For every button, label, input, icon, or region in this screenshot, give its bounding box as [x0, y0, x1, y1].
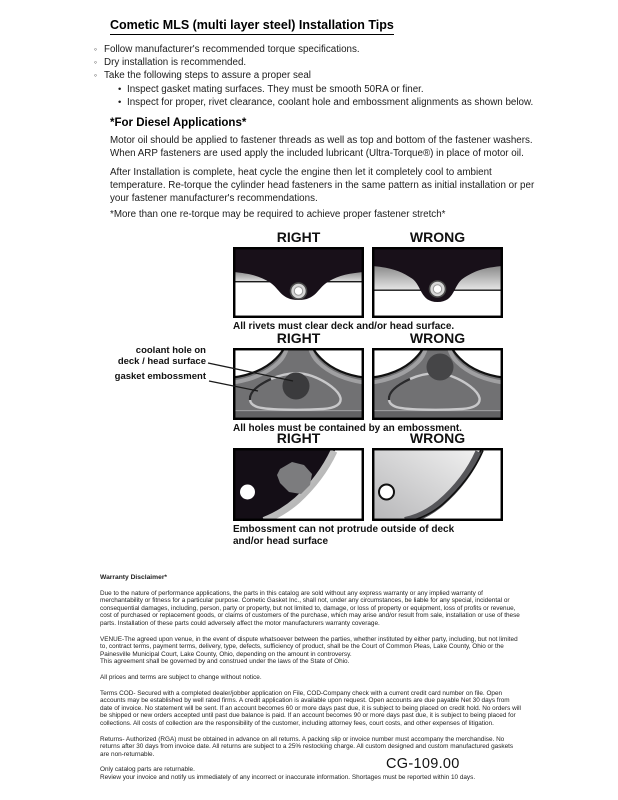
figure-labels: [233, 330, 503, 346]
fig3-right-diagram: [233, 448, 364, 521]
rivet-clearance-right-image: [233, 247, 364, 318]
warranty-paragraph: Due to the nature of performance applications, the parts in this catalog are sold without any express warranty or any implied warranty of merchantability or fitness for a particular purpose. Cometic Gasket Inc., shall not, under any circumstances, be liable for any special, incidental or consequential damages, including, person, party or property, but not limited to, damage, or loss of property or equipment, loss of profits or revenue, cost of purchased or replacement goods, or claims of customers of the purchase, which may arise and/or result from sale, installation or use of these parts. Installation of these parts could adversely affect the motor manufacturers warranty coverage.: [100, 589, 520, 627]
fig2-annotations: [104, 345, 206, 382]
list-sub-item: [94, 83, 544, 96]
gasket-embossment-label: gasket embossment: [114, 371, 206, 382]
prices-paragraph: All prices and terms are subject to change without notice.: [100, 673, 262, 681]
diesel-paragraph-2: After Installation is complete, heat cycle the engine then let it completely cool to ambient temperature. Re-torque the cylinder head fasteners in the same pattern as initial installation or per your fastener manufacturer's recommendations.: [110, 167, 535, 205]
fig2-right-label: RIGHT: [276, 330, 321, 346]
tip-text: Follow manufacturer's recommended torque specifications.: [104, 44, 360, 55]
coolant-hole-label-line2: deck / head surface: [117, 356, 206, 367]
figure-labels: [233, 430, 503, 446]
diesel-paragraph-1: Motor oil should be applied to fastener threads as well as top and bottom of the fastener washers. When ARP fasteners are used apply the included lubricant (Ultra-Torque®) in place of motor oil.: [110, 135, 533, 160]
fig1-wrong-diagram: [372, 247, 503, 318]
sub-bullet-icon: •: [118, 83, 122, 95]
fig2-wrong-diagram: [372, 348, 503, 420]
installation-tips-list: [94, 43, 544, 109]
bullet-icon: ◦: [94, 44, 98, 54]
list-sub-item: [94, 96, 544, 109]
fig3-wrong-label: WRONG: [409, 430, 466, 446]
list-item: [94, 43, 544, 56]
coolant-hole-label: coolant hole on: [135, 345, 206, 356]
fig2-right-diagram: [233, 348, 364, 420]
list-item: [94, 56, 544, 69]
returns-paragraph: Returns- Authorized (RGA) must be obtained in advance on all returns. A packing slip or invoice number must accompany the merchandise. No returns after 30 days from invoice date. All returns are subject to a 25% restocking charge. All custom designed and custom manufactured gaskets are non-returnable.: [100, 735, 514, 758]
tip-text: Dry installation is recommended.: [104, 57, 247, 69]
tip-text: Inspect for proper, rivet clearance, coolant hole and embossment alignments as shown below.: [127, 96, 534, 108]
terms-paragraph: Terms COD- Secured with a completed dealer/jobber application on File, COD-Company check with a current credit card number on file. Open accounts may be established by well rated firms. A credit application is available upon request. Open accounts are due payable Net 30 days from date of invoice. No statement will be sent. If an account becomes 60 or more days past due, it is subject to being placed on credit hold. No orders will be shipped or new orders accepted until past due balance is paid. If an account becomes 90 or more days past due, it is subject to being placed for collections. All costs of collection are the responsibility of the customer, including attorney fees, court costs, and other expenses of litigation.: [100, 689, 521, 727]
list-item: [94, 69, 544, 82]
bullet-icon: ◦: [94, 70, 98, 81]
fig3-wrong-diagram: [372, 448, 503, 521]
catalog-parts-text: Only catalog parts are returnable.: [100, 766, 195, 774]
rivet-clearance-wrong-image: [372, 247, 503, 318]
bullet-icon: ◦: [94, 57, 98, 68]
fig2-caption: All holes must be contained by an embossment.: [233, 423, 462, 434]
figure-labels: [233, 229, 503, 245]
fig1-right-label: RIGHT: [276, 229, 321, 245]
fig3-caption-line1: Embossment can not protrude outside of deck: [233, 524, 455, 535]
tip-text: Take the following steps to assure a proper seal: [104, 70, 311, 82]
governing-law-text: This agreement shall be governed by and construed under the laws of the State of Ohio.: [100, 658, 350, 666]
venue-text: VENUE-The agreed upon venue, in the event of dispute whatsoever between the parties, whether instituted by either party, including, but not limited to, contract terms, payment terms, delivery, type, defects, sufficiency of product, shall be the Court of Common Pleas, Lake County, Ohio or the Painesville Municipal Court, Lake County, Ohio, depending on the amount in controversy.: [100, 635, 518, 658]
fig1-caption: All rivets must clear deck and/or head surface.: [233, 321, 455, 332]
figure-group-rivets: [233, 229, 503, 333]
fig3-right-label: RIGHT: [276, 430, 321, 446]
fig3-caption-line2: and/or head surface: [233, 535, 329, 547]
review-invoice-text: Review your invoice and notify us immediately of any incorrect or inaccurate information. Shortages must be reported within 10 days.: [100, 773, 476, 781]
fig1-wrong-label: WRONG: [409, 229, 466, 245]
page-code: CG-109.00: [386, 756, 460, 772]
coolant-hole-wrong-image: [372, 348, 503, 420]
fig2-wrong-label: WRONG: [409, 330, 466, 346]
figure-group-embossment: [233, 330, 503, 435]
tip-text: Inspect gasket mating surfaces. They must be smooth 50RA or finer.: [127, 83, 424, 95]
warranty-heading: Warranty Disclaimer*: [100, 574, 168, 581]
fig1-right-diagram: [233, 247, 364, 318]
protrusion-right-image: [233, 448, 364, 521]
coolant-hole-right-image: [233, 348, 364, 420]
protrusion-wrong-image: [372, 448, 503, 521]
page-title: Cometic MLS (multi layer steel) Installation Tips: [110, 18, 394, 35]
diesel-heading: *For Diesel Applications*: [110, 117, 247, 129]
figure-group-protrusion: [233, 430, 503, 547]
sub-bullet-icon: •: [118, 96, 122, 108]
venue-paragraph: [100, 636, 522, 666]
retorque-note: *More than one re-torque may be required to achieve proper fastener stretch*: [110, 209, 446, 220]
fig3-caption: [233, 524, 503, 547]
